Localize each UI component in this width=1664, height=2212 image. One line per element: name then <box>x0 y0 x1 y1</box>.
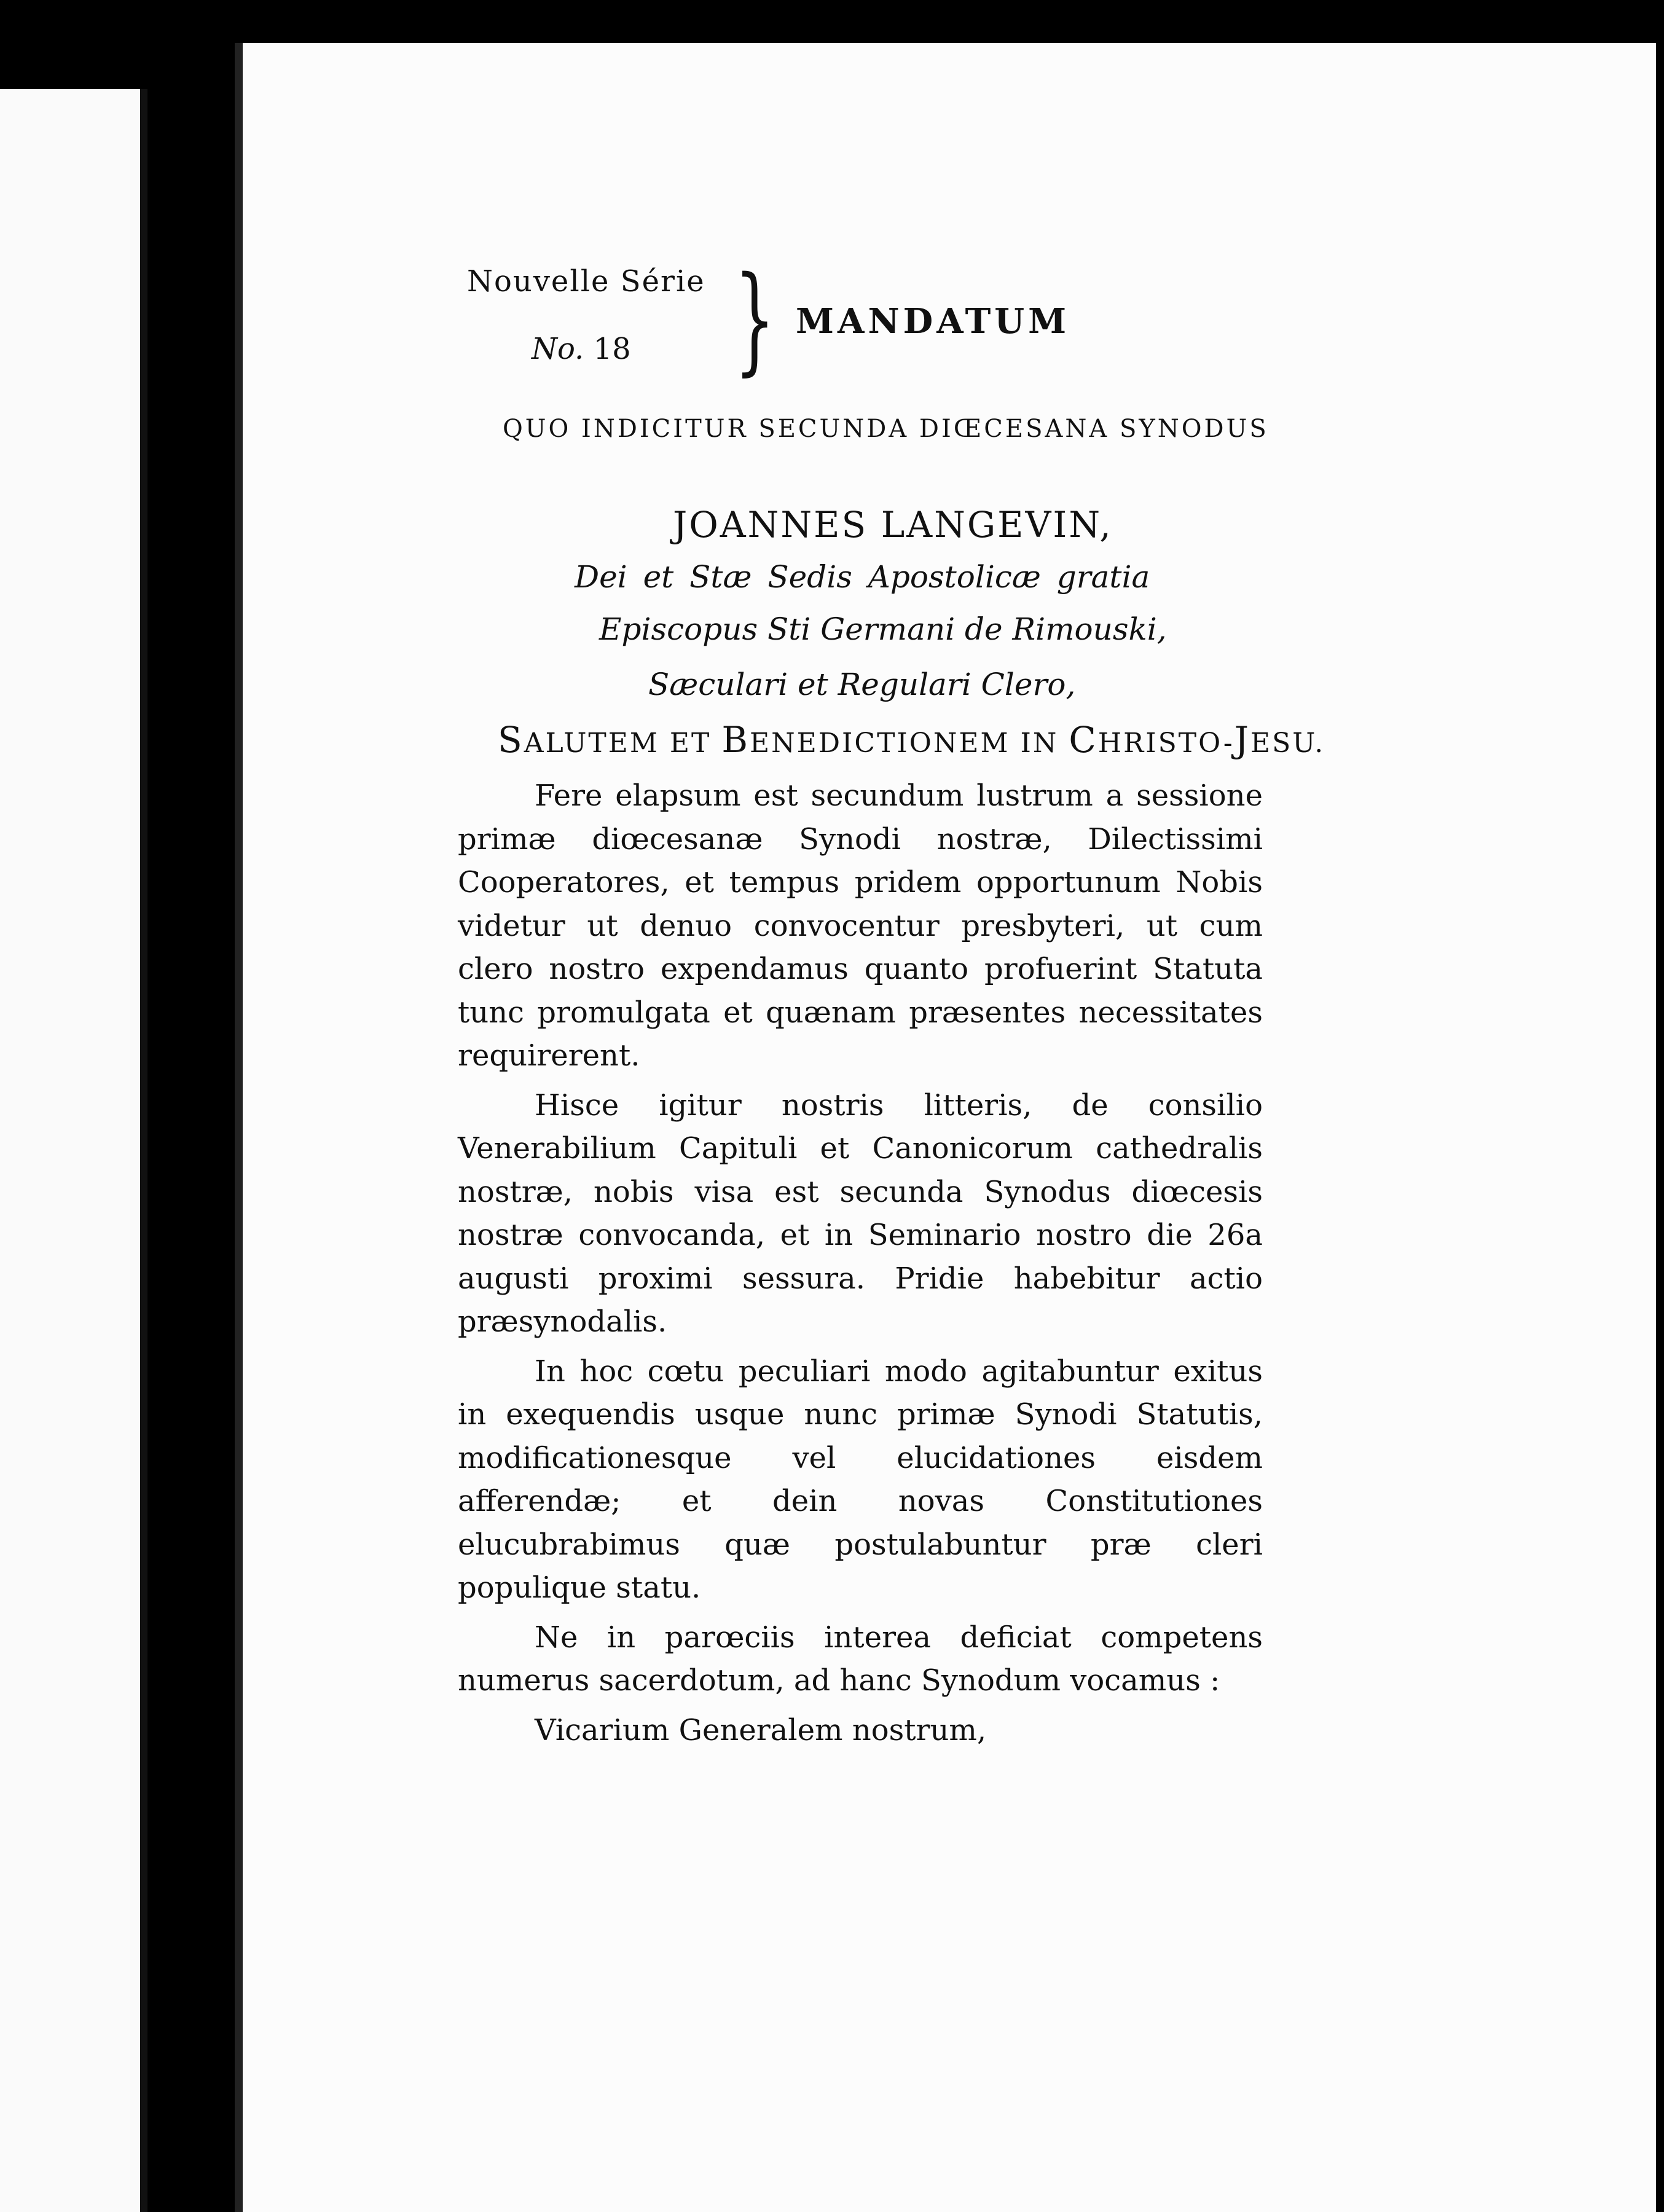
author-name: JOANNES LANGEVIN, <box>673 504 1113 546</box>
scan-artifact-mark <box>224 1081 229 1106</box>
document-title: MANDATUM <box>796 301 1070 342</box>
paragraph: Ne in parœciis interea deficiat competens numerus sacerdotum, ad hanc Synodum vocamus : <box>458 1620 1263 1698</box>
paragraph: Fere elapsum est secundum lustrum a sessione primæ diœcesanæ Synodi nostræ, Dilectissimi Cooperatores, et tempus pridem opportunum Nobis videtur ut denuo convocentur presbyteri, ut cum clero nostro expendamus quanto profuerint Statuta tunc promulgata et quænam præsentes necessitates requirerent. <box>458 779 1263 1073</box>
salutation: SALUTEM ET BENEDICTIONEM IN CHRISTO-JESU. <box>498 719 1325 761</box>
document-subtitle: QUO INDICITUR SECUNDA DIŒCESANA SYNODUS <box>503 415 1269 443</box>
issue-number-value: 18 <box>593 332 631 366</box>
addressee: Sæculari et Regulari Clero, <box>648 667 1076 702</box>
series-label <box>467 264 705 299</box>
author-title-line-1: Dei et Stæ Sedis Apostolicæ gratia <box>575 559 1150 595</box>
paragraph: Hisce igitur nostris litteris, de consilio Venerabilium Capituli et Canonicorum cathedralis nostræ, nobis visa est secunda Synodus diœcesis nostræ convocanda, et in Seminario nostro die 26a augusti proximi sessura. Pridie habebitur actio præsynodalis. <box>458 1088 1263 1339</box>
page-gutter-shadow <box>140 89 147 2212</box>
author-title-line-2: Episcopus Sti Germani de Rimouski, <box>599 611 1167 647</box>
scan-artifact-mark <box>224 1048 229 1078</box>
issue-number <box>532 332 631 366</box>
series-text: Nouvelle Série <box>467 264 705 299</box>
header-brace: } <box>734 251 775 387</box>
body-text <box>458 774 1263 1752</box>
paragraph: In hoc cœtu peculiari modo agitabuntur exitus in exequendis usque nunc primæ Synodi Statutis, modificationesque vel elucidationes eisdem afferendæ; et dein novas Constitutiones elucubrabimus quæ postulabuntur præ cleri populique statu. <box>458 1354 1263 1605</box>
paragraph: Vicarium Generalem nostrum, <box>535 1712 987 1747</box>
issue-number-prefix: No. <box>532 332 584 366</box>
page-binding-shadow <box>235 43 243 2212</box>
adjacent-page-edge <box>0 89 140 2212</box>
